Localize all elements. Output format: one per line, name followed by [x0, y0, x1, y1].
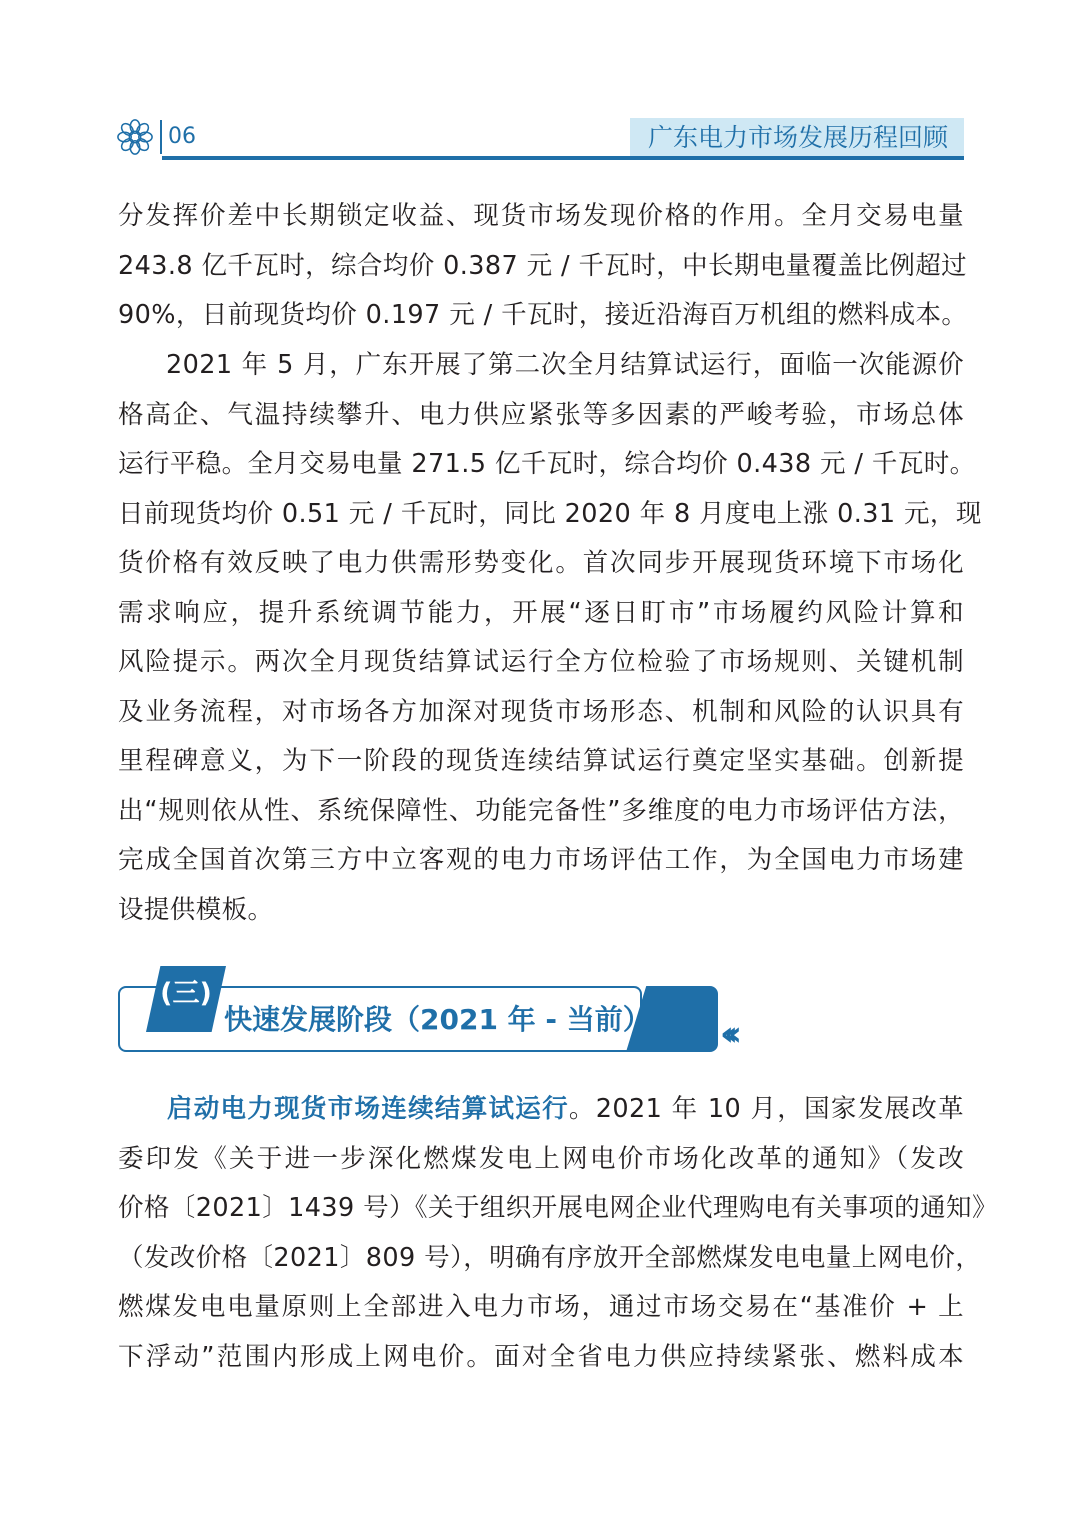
- text-line: 出“规则依从性、系统保障性、功能完备性”多维度的电力市场评估方法，: [118, 795, 964, 826]
- paragraph-2: [118, 341, 982, 935]
- text-line: 货价格有效反映了电力供需形势变化。首次同步开展现货环境下市场化: [118, 548, 964, 578]
- header-divider: [160, 120, 162, 154]
- paragraph-3: [118, 1085, 998, 1382]
- flower-logo-icon: [116, 118, 154, 156]
- header-rule: [162, 156, 964, 160]
- header-title-box: [630, 118, 964, 158]
- text-line: 下浮动”范围内形成上网电价。面对全省电力供应持续紧张、燃料成本: [118, 1341, 964, 1372]
- text-line: 启动电力现货市场连续结算试运行。2021 年 10 月，国家发展改革: [166, 1094, 964, 1124]
- section-number: (三): [160, 978, 212, 1009]
- text-line: 完成全国首次第三方中立客观的电力市场评估工作，为全国电力市场建: [118, 845, 964, 875]
- text-line: 格高企、气温持续攀升、电力供应紧张等多因素的严峻考验，市场总体: [118, 399, 964, 430]
- text-line: 日前现货均价 0.51 元 / 千瓦时，同比 2020 年 8 月度电上涨 0.31 元，现: [118, 498, 982, 529]
- text-line: 分发挥价差中长期锁定收益、现货市场发现价格的作用。全月交易电量: [118, 201, 964, 231]
- header-title: 广东电力市场发展历程回顾: [648, 123, 949, 152]
- text-line: 里程碑意义，为下一阶段的现货连续结算试运行奠定坚实基础。创新提: [118, 746, 964, 776]
- section-heading: [116, 966, 786, 1060]
- text-line: 风险提示。两次全月现货结算试运行全方位检验了市场规则、关键机制: [118, 647, 964, 677]
- text-line: 2021 年 5 月，广东开展了第二次全月结算试运行，面临一次能源价: [166, 350, 964, 380]
- text-line: 243.8 亿千瓦时，综合均价 0.387 元 / 千瓦时，中长期电量覆盖比例超过: [118, 250, 968, 281]
- page-number: 06: [168, 124, 196, 149]
- section-title: 快速发展阶段（2021 年 - 当前）: [224, 1003, 651, 1036]
- text-line: 燃煤发电电量原则上全部进入电力市场，通过市场交易在“基准价 + 上: [118, 1292, 964, 1322]
- lead-phrase: 启动电力现货市场连续结算试运行: [166, 1094, 569, 1124]
- text-line: 价格〔2021〕1439 号）《关于组织开展电网企业代理购电有关事项的通知》: [118, 1193, 998, 1223]
- paragraph-1: [118, 192, 968, 341]
- text-line: （发改价格〔2021〕809 号），明确有序放开全部燃煤发电电量上网电价，: [118, 1242, 982, 1273]
- chevrons-left-icon: ‹‹‹: [720, 1014, 733, 1054]
- text-line: 及业务流程，对市场各方加深对现货市场形态、机制和风险的认识具有: [118, 696, 964, 727]
- page-header: [116, 112, 964, 162]
- text-line: 运行平稳。全月交易电量 271.5 亿千瓦时，综合均价 0.438 元 / 千瓦时。: [118, 449, 976, 479]
- text-line: 设提供模板。: [118, 894, 274, 925]
- text-line: 委印发《关于进一步深化燃煤发电上网电价市场化改革的通知》（发改: [118, 1143, 964, 1174]
- text-line: 需求响应，提升系统调节能力，开展“逐日盯市”市场履约风险计算和: [118, 597, 964, 628]
- text-line: 90%，日前现货均价 0.197 元 / 千瓦时，接近沿海百万机组的燃料成本。: [118, 300, 968, 330]
